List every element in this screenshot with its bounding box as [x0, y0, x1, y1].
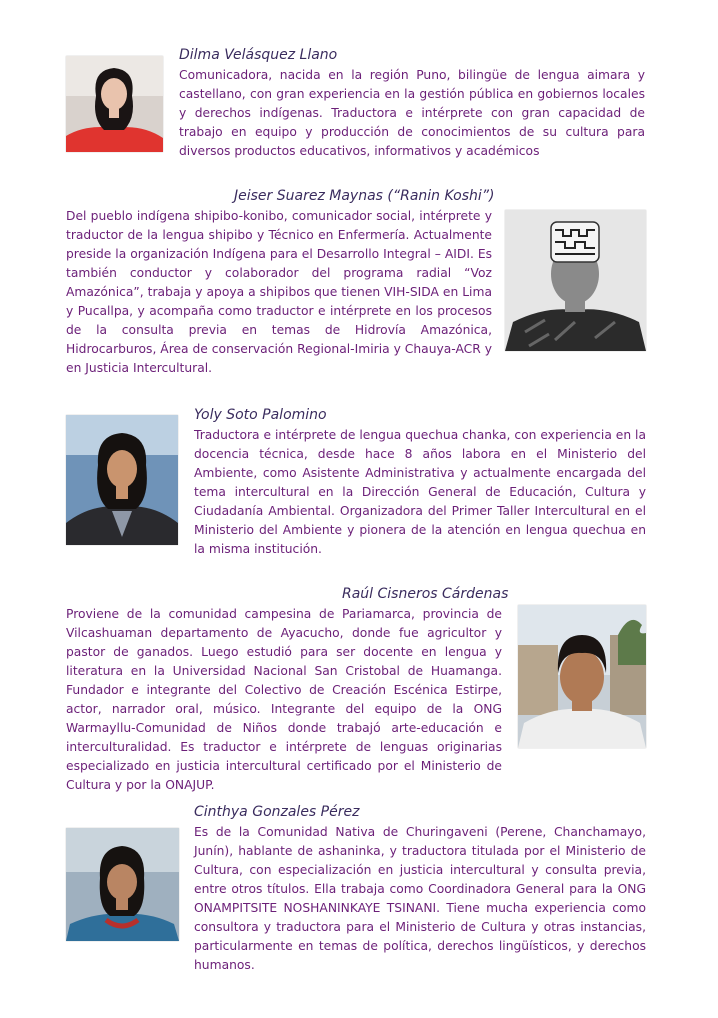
photo-jeiser [505, 210, 646, 351]
bio-text: Comunicadora, nacida en la región Puno, bilingüe de lengua aimara y castellano, con gran experiencia en la gestión pública en gobiernos locales y derechos indígenas. Traductora e intérprete con gran capacidad de trabajo en equipo y producción de conocimientos de su cultura para diversos productos educativos, informativos y académicos [179, 68, 645, 158]
photo-cinthya [66, 828, 179, 941]
bio-text: Es de la Comunidad Nativa de Churingaveni (Perene, Chanchamayo, Junín), hablante de ashaninka, y traductora titulada por el Ministerio de Cultura, con especialización en justicia intercultural y consulta previa, entre otros títulos. Ella trabaja como Coordinadora General para la ONG ONAMPITSITE NOSHANINKAYE TSINANI. Tiene mucha experiencia como consultora y traductora para el Ministerio de Cultura y otras instancias, particularmente en temas de política, derechos lingüísticos, y derechos humanos. [194, 825, 646, 972]
bio-text: Proviene de la comunidad campesina de Pariamarca, provincia de Vilcashuaman departamento de Ayacucho, donde fue agricultor y pastor de ganados. Luego estudió para ser docente en lengua y literatura en la Universidad Nacional San Cristobal de Huamanga. Fundador e integrante del Colectivo de Creación Escénica Estirpe, actor, narrador oral, músico. Integrante del equipo de la ONG Warmayllu-Comunidad de Niños donde trabajó arte-educación e interculturalidad. Es traductor e intérprete de lenguas originarias especializado en justicia intercultural certificado por el Ministerio de Cultura y por la ONAJUP. [66, 607, 502, 792]
bio-name: Jeiser Suarez Maynas (“Ranin Koshi”) [234, 188, 495, 204]
bio-text: Traductora e intérprete de lengua quechua chanka, con experiencia en la docencia técnica, desde hace 8 años labora en el Ministerio del Ambiente, como Asistente Administrativa y actualmente encargada del tema intercultural en la Dirección General de Educación, Cultura y Ciudadanía Ambiental. Organizadora del Primer Taller Intercultural en el Ministerio del Ambiente y pionera de la atención en lengua quechua en la misma institución. [194, 428, 646, 556]
photo-yoly [66, 415, 178, 545]
bio-name: Cinthya Gonzales Pérez [194, 804, 360, 820]
bio-name: Raúl Cisneros Cárdenas [342, 586, 509, 602]
bio-text: Del pueblo indígena shipibo-konibo, comunicador social, intérprete y traductor de la lengua shipibo y Técnico en Enfermería. Actualmente preside la organización Indígena para el Desarrollo Integral – AIDI. Es también conductor y colaborador del programa radial “Voz Amazónica”, trabaja y apoya a shipibos que tienen VIH-SIDA en Lima y Pucallpa, y acompaña como traductor e intérprete en los procesos de la consulta previa en temas de Hidrovía Amazónica, Hidrocarburos, Área de conservación Regional-Imiria y Chauya-ACR y en Justicia Intercultural. [66, 209, 492, 375]
photo-raul [518, 605, 646, 748]
bio-name: Dilma Velásquez Llano [179, 47, 338, 63]
bio-name: Yoly Soto Palomino [194, 407, 327, 423]
photo-dilma [66, 56, 163, 152]
